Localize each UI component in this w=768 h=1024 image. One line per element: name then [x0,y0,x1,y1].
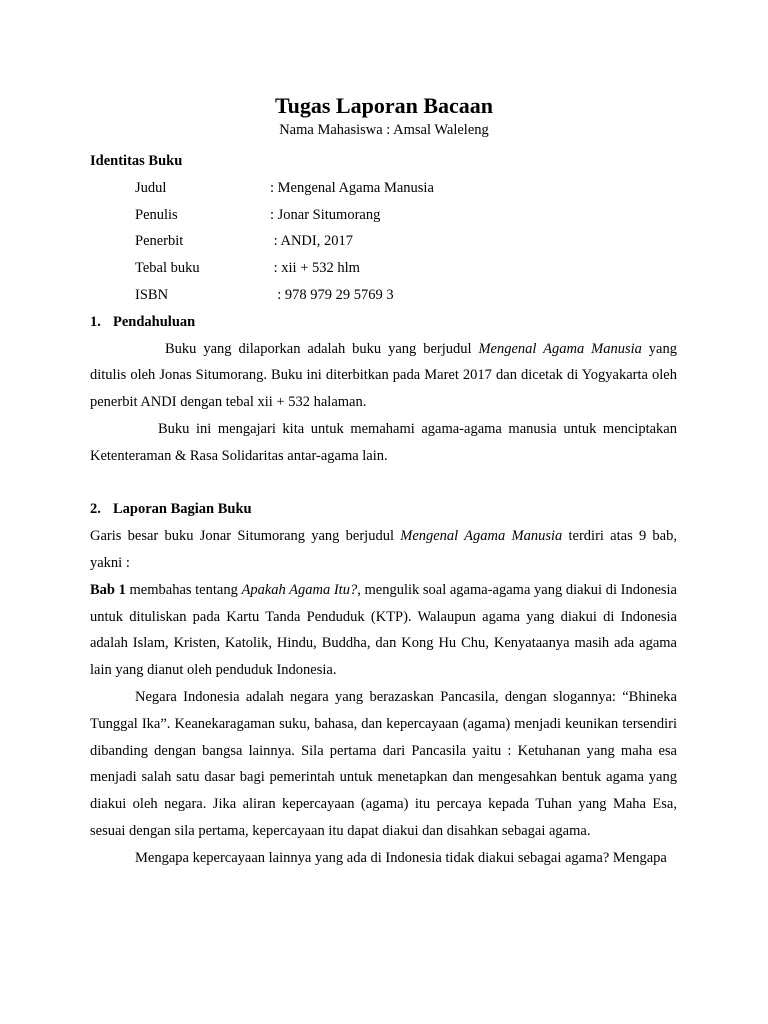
section2-number: 2. [90,501,101,518]
identitas-row-penulis [90,202,677,229]
section1-p1-text-a: Buku yang dilaporkan adalah buku yang berjudul [165,340,479,357]
document-body [90,148,677,872]
section2-title: Laporan Bagian Buku [113,501,252,518]
identitas-value: : Jonar Situmorang [270,206,381,223]
section1-title: Pendahuluan [113,313,196,330]
identitas-value: : xii + 532 hlm [270,260,360,277]
identitas-label: ISBN [135,286,169,303]
identitas-value: : 978 979 29 5769 3 [270,286,394,303]
bab1-text-b: , mengulik soal agama-agama yang diakui di Indonesia untuk dituliskan pada Kartu Tanda Penduduk (KTP). Walaupun agama yang diakui di Indonesia adalah Islam, Kristen, Katolik, Hindu, Buddha, dan Kong Hu Chu, Kenyataanya masih ada agama lain yang dianut oleh penduduk Indonesia. [90,581,677,679]
section2-p1-book-title: Mengenal Agama Manusia [400,528,563,545]
document-subtitle: Nama Mahasiswa : Amsal Waleleng [279,122,489,138]
section-spacer [90,470,677,497]
section2-paragraph-4: Mengapa kepercayaan lainnya yang ada di Indonesia tidak diakui sebagai agama? Mengapa [135,849,667,866]
identitas-row-tebal-buku [90,255,677,282]
section1-paragraph-2: Buku ini mengajari kita untuk memahami agama-agama manusia untuk menciptakan Ketenteraman & Rasa Solidaritas antar-agama lain. [90,420,677,464]
section2-p1-text-a: Garis besar buku Jonar Situmorang yang berjudul [90,528,401,545]
identitas-label: Tebal buku [135,260,200,277]
identitas-label: Penerbit [135,233,184,250]
document-title: Tugas Laporan Bacaan [274,93,494,118]
identitas-row-judul [90,175,677,202]
section1-number: 1. [90,313,101,330]
identitas-row-penerbit [90,228,677,255]
identitas-label: Penulis [135,206,178,223]
bab1-label: Bab 1 [90,581,126,598]
section2-bab1-paragraph [90,577,677,684]
section2-p1-text-b: terdiri atas 9 bab, yakni : [90,528,677,571]
identitas-value: : ANDI, 2017 [270,233,353,250]
identitas-value: : Mengenal Agama Manusia [270,179,434,196]
section1-p1-text-b: yang ditulis oleh Jonas Situmorang. Buku ini diterbitkan pada Maret 2017 dan dicetak di Yogyakarta oleh penerbit ANDI dengan tebal xii + 532 halaman. [90,340,677,411]
section2-paragraph-3: Negara Indonesia adalah negara yang berazaskan Pancasila, dengan slogannya: “Bhineka Tunggal Ika”. Keanekaragaman suku, bahasa, dan kepercayaan (agama) menjadi keunikan tersendiri dibanding dengan bangsa lainnya. Sila pertama dari Pancasila yaitu : Ketuhanan yang maha esa menjadi salah satu dasar bagi pemerintah untuk menetapkan dan mengesahkan bentuk agama yang diakui oleh negara. Jika aliran kepercayaan (agama) itu percaya kepada Tuhan yang Maha Esa, sesuai dengan sila pertama, kepercayaan itu dapat diakui dan disahkan sebagai agama. [90,688,677,839]
identitas-row-isbn [90,282,677,309]
bab1-topic: Apakah Agama Itu? [241,581,358,598]
section2-paragraph-1 [90,523,677,577]
section1-heading [90,309,677,336]
section1-p1-book-title: Mengenal Agama Manusia [478,340,642,357]
section2-heading [90,496,677,523]
identitas-heading: Identitas Buku [90,153,183,169]
bab1-text-a: membahas tentang [125,581,242,598]
section1-paragraph-1 [90,336,677,416]
identitas-label: Judul [135,179,167,196]
